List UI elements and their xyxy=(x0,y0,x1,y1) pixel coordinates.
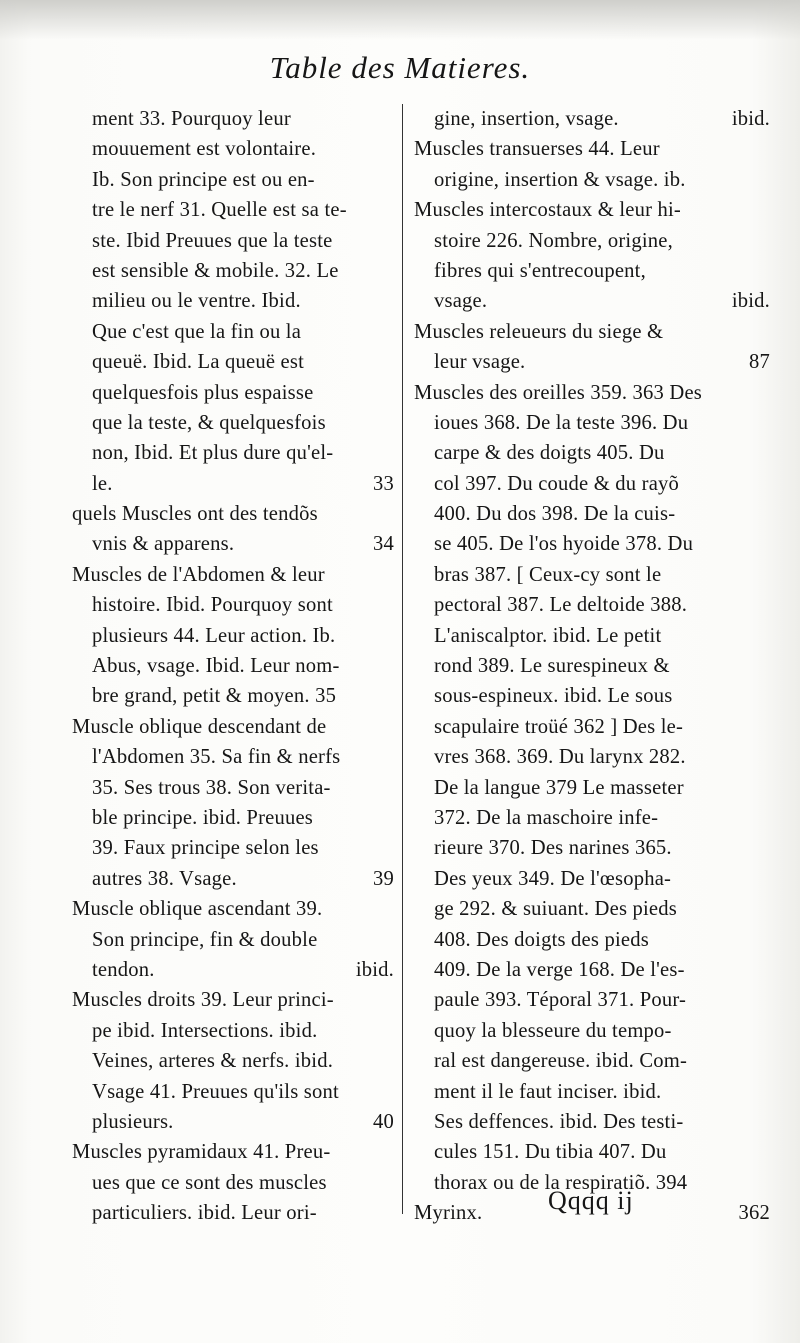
index-entry-text: thorax ou de la respiratiõ. 394 xyxy=(434,1171,688,1194)
index-line xyxy=(414,1107,770,1137)
index-entry-text: carpe & des doigts 405. Du xyxy=(434,442,665,465)
index-entry-text: que la teste, & quelquesfois xyxy=(92,411,326,434)
index-line xyxy=(414,286,770,316)
index-entry-text: ioues 368. De la teste 396. Du xyxy=(434,411,689,434)
index-line xyxy=(414,1137,770,1167)
index-line xyxy=(72,803,394,833)
index-line xyxy=(414,894,770,924)
index-entry-text: 35. Ses trous 38. Son verita- xyxy=(92,776,331,799)
index-line xyxy=(414,864,770,894)
index-entry-text: 372. De la maschoire infe- xyxy=(434,806,659,829)
index-line xyxy=(414,165,770,195)
index-line xyxy=(72,134,394,164)
index-entry-text: quelquesfois plus espaisse xyxy=(92,381,314,404)
index-line xyxy=(414,195,770,225)
index-line xyxy=(72,621,394,651)
index-line xyxy=(414,681,770,711)
index-line xyxy=(414,438,770,468)
index-entry-text: Muscles transuerses 44. Leur xyxy=(414,138,660,161)
index-entry-text: quels Muscles ont des tendõs xyxy=(72,503,318,526)
index-line xyxy=(414,469,770,499)
index-entry-text: autres 38. Vsage. xyxy=(92,867,237,890)
page-reference: 40 xyxy=(373,1110,394,1133)
index-entry-text: Muscles des oreilles 359. 363 Des xyxy=(414,381,703,404)
index-line xyxy=(414,651,770,681)
index-line xyxy=(414,347,770,377)
page-reference: ibid. xyxy=(731,290,770,313)
index-line xyxy=(414,621,770,651)
index-line xyxy=(414,104,770,134)
page-edge-shadow xyxy=(0,0,800,40)
page-reference: 33 xyxy=(373,472,394,495)
index-line xyxy=(72,378,394,408)
index-entry-text: queuë. Ibid. La queuë est xyxy=(92,351,305,374)
page-reference: ibid. xyxy=(355,958,394,981)
index-line xyxy=(414,256,770,286)
index-entry-text: Son principe, fin & double xyxy=(92,928,318,951)
index-line xyxy=(72,347,394,377)
index-line xyxy=(414,1077,770,1107)
page-reference: 87 xyxy=(749,351,770,374)
index-entry-text: Muscles de l'Abdomen & leur xyxy=(72,563,325,586)
page-reference: 39 xyxy=(373,867,394,890)
index-line xyxy=(72,469,394,499)
index-line xyxy=(72,742,394,772)
index-line xyxy=(72,1198,394,1228)
index-column-left xyxy=(72,104,394,1228)
page-reference: ibid. xyxy=(731,108,770,130)
index-line xyxy=(72,894,394,924)
index-entry-text: Muscles releueurs du siege & xyxy=(414,320,664,343)
index-line xyxy=(72,408,394,438)
index-entry-text: tendon. xyxy=(92,958,155,981)
index-line xyxy=(72,529,394,559)
index-line xyxy=(72,985,394,1015)
index-line xyxy=(72,560,394,590)
index-entry-text: 400. Du dos 398. De la cuis- xyxy=(434,503,676,526)
index-line xyxy=(72,286,394,316)
index-entry-text: Que c'est que la fin ou la xyxy=(92,320,302,343)
index-line xyxy=(414,773,770,803)
index-entry-text: gine, insertion, vsage. xyxy=(434,108,619,130)
index-line xyxy=(72,681,394,711)
page-title: Table des Matieres. xyxy=(269,50,531,85)
index-entry-text: ral est dangereuse. ibid. Com- xyxy=(434,1050,688,1073)
index-line xyxy=(72,1077,394,1107)
index-line xyxy=(414,529,770,559)
index-entry-text: non, Ibid. Et plus dure qu'el- xyxy=(92,442,334,465)
index-line xyxy=(72,499,394,529)
index-line xyxy=(72,925,394,955)
index-entry-text: Ib. Son principe est ou en- xyxy=(92,168,315,191)
index-entry-text: 39. Faux principe selon les xyxy=(92,837,319,860)
index-entry-text: Ses deffences. ibid. Des testi- xyxy=(434,1110,684,1133)
index-entry-text: milieu ou le ventre. Ibid. xyxy=(92,290,301,313)
index-entry-text: ues que ce sont des muscles xyxy=(92,1171,327,1194)
index-entry-text: plusieurs. xyxy=(92,1110,174,1133)
index-line xyxy=(72,256,394,286)
index-line xyxy=(414,833,770,863)
index-line xyxy=(414,408,770,438)
index-entry-text: se 405. De l'os hyoide 378. Du xyxy=(434,533,694,556)
index-line xyxy=(414,742,770,772)
index-line xyxy=(414,925,770,955)
index-entry-text: Veines, arteres & nerfs. ibid. xyxy=(92,1050,334,1073)
index-entry-text: rond 389. Le surespineux & xyxy=(434,655,670,678)
index-entry-text: pe ibid. Intersections. ibid. xyxy=(92,1019,318,1042)
index-line xyxy=(414,560,770,590)
index-line xyxy=(72,590,394,620)
index-entry-text: origine, insertion & vsage. ib. xyxy=(434,168,686,191)
index-entry-text: ment il le faut inciser. ibid. xyxy=(434,1080,662,1103)
index-line xyxy=(414,712,770,742)
index-entry-text: rieure 370. Des narines 365. xyxy=(434,837,672,860)
index-column-right xyxy=(414,104,770,1228)
index-entry-text: Myrinx. xyxy=(414,1202,483,1225)
index-entry-text: L'aniscalptor. ibid. Le petit xyxy=(434,624,662,647)
index-entry-text: stoire 226. Nombre, origine, xyxy=(434,229,673,252)
index-entry-text: De la langue 379 Le masseter xyxy=(434,776,684,799)
index-line xyxy=(414,1016,770,1046)
index-line xyxy=(72,226,394,256)
index-line xyxy=(414,499,770,529)
index-line xyxy=(414,955,770,985)
index-entry-text: Muscles droits 39. Leur princi- xyxy=(72,989,334,1012)
index-entry-text: tre le nerf 31. Quelle est sa te- xyxy=(92,199,347,222)
index-entry-text: histoire. Ibid. Pourquoy sont xyxy=(92,594,333,617)
index-line xyxy=(72,955,394,985)
index-entry-text: cules 151. Du tibia 407. Du xyxy=(434,1141,667,1164)
index-entry-text: vres 368. 369. Du larynx 282. xyxy=(434,746,686,769)
index-entry-text: particuliers. ibid. Leur ori- xyxy=(92,1202,317,1225)
column-divider xyxy=(402,104,403,1214)
index-line xyxy=(72,712,394,742)
index-line xyxy=(72,651,394,681)
index-line xyxy=(72,195,394,225)
index-line xyxy=(414,590,770,620)
page-reference: 362 xyxy=(738,1202,770,1225)
signature-mark: Qqqq ij xyxy=(548,1186,634,1215)
index-entry-text: Muscle oblique descendant de xyxy=(72,715,327,738)
index-line xyxy=(72,1168,394,1198)
index-line xyxy=(72,864,394,894)
index-line xyxy=(72,165,394,195)
index-entry-text: 408. Des doigts des pieds xyxy=(434,928,649,951)
index-line xyxy=(72,1137,394,1167)
index-entry-text: ge 292. & suiuant. Des pieds xyxy=(434,898,677,921)
index-entry-text: Muscle oblique ascendant 39. xyxy=(72,898,323,921)
index-entry-text: Abus, vsage. Ibid. Leur nom- xyxy=(92,655,340,678)
index-line xyxy=(72,438,394,468)
index-entry-text: le. xyxy=(92,472,113,495)
index-line xyxy=(72,1046,394,1076)
index-line xyxy=(414,985,770,1015)
index-entry-text: 409. De la verge 168. De l'es- xyxy=(434,958,685,981)
index-entry-text: l'Abdomen 35. Sa fin & nerfs xyxy=(92,746,341,769)
index-entry-text: Vsage 41. Preuues qu'ils sont xyxy=(92,1080,339,1103)
index-line xyxy=(414,317,770,347)
index-line xyxy=(414,803,770,833)
index-entry-text: vnis & apparens. xyxy=(92,533,235,556)
index-line xyxy=(72,1107,394,1137)
index-line xyxy=(414,134,770,164)
index-line xyxy=(414,378,770,408)
index-line xyxy=(72,773,394,803)
index-line xyxy=(414,1046,770,1076)
index-entry-text: sous-espineux. ibid. Le sous xyxy=(434,685,673,708)
index-entry-text: scapulaire troüé 362 ] Des le- xyxy=(434,715,684,738)
index-entry-text: leur vsage. xyxy=(434,351,526,374)
index-entry-text: Des yeux 349. De l'œsopha- xyxy=(434,867,672,890)
index-entry-text: quoy la blesseure du tempo- xyxy=(434,1019,672,1042)
page-reference: 34 xyxy=(373,533,394,556)
index-entry-text: mouuement est volontaire. xyxy=(92,138,317,161)
index-line xyxy=(72,1016,394,1046)
index-entry-text: fibres qui s'entrecoupent, xyxy=(434,259,646,282)
index-entry-text: ble principe. ibid. Preuues xyxy=(92,806,314,829)
index-entry-text: Muscles pyramidaux 41. Preu- xyxy=(72,1141,331,1164)
index-entry-text: paule 393. Téporal 371. Pour- xyxy=(434,989,687,1012)
index-line xyxy=(72,317,394,347)
index-line xyxy=(72,104,394,134)
index-entry-text: plusieurs 44. Leur action. Ib. xyxy=(92,624,336,647)
index-line xyxy=(414,226,770,256)
index-entry-text: pectoral 387. Le deltoide 388. xyxy=(434,594,688,617)
index-entry-text: bre grand, petit & moyen. 35 xyxy=(92,685,337,708)
index-entry-text: bras 387. [ Ceux-cy sont le xyxy=(434,563,662,586)
index-entry-text: vsage. xyxy=(434,290,488,313)
index-entry-text: ste. Ibid Preuues que la teste xyxy=(92,229,333,252)
index-entry-text: col 397. Du coude & du rayõ xyxy=(434,472,680,495)
index-entry-text: est sensible & mobile. 32. Le xyxy=(92,259,339,282)
index-entry-text: ment 33. Pourquoy leur xyxy=(92,108,291,130)
index-entry-text: Muscles intercostaux & leur hi- xyxy=(414,199,681,222)
index-line xyxy=(72,833,394,863)
